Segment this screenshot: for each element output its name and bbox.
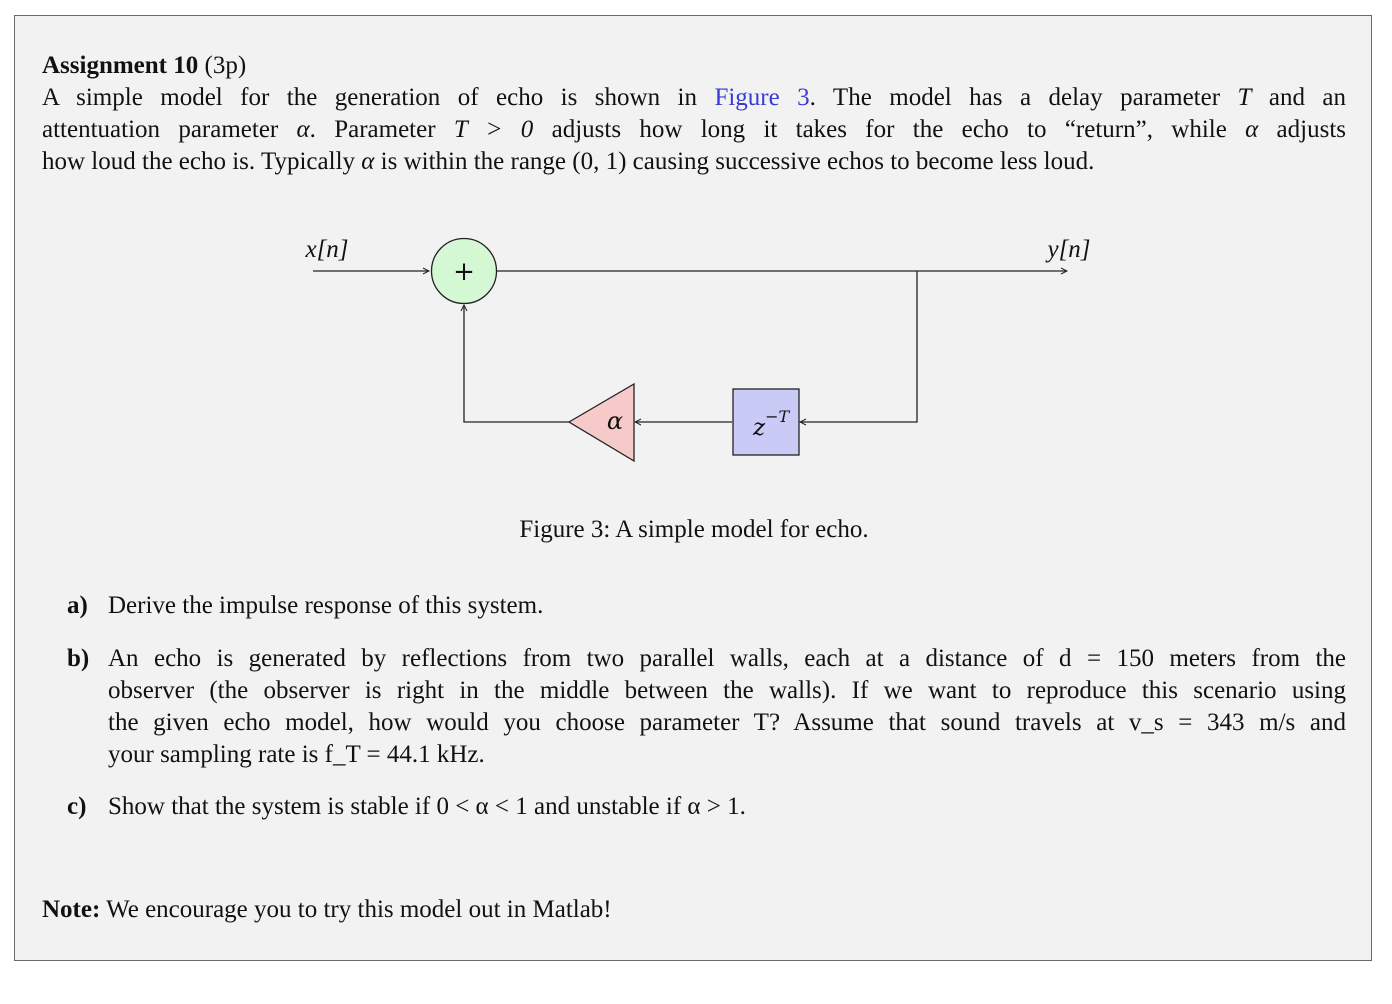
- intro-paragraph: [42, 82, 1346, 178]
- question-label: b): [67, 645, 90, 672]
- assignment-name: Assignment 10: [42, 52, 199, 79]
- output-label: y[n]: [1047, 236, 1091, 263]
- question-label: c): [67, 793, 87, 820]
- echo-block-diagram: [285, 221, 1135, 481]
- question-line: An echo is generated by reflections from two parallel walls, each at a distance of d = 150 meters from the: [108, 645, 1346, 672]
- gain-label: α: [606, 407, 624, 435]
- question-line: observer (the observer is right in the middle between the walls). If we want to reproduce this scenario using: [108, 677, 1346, 704]
- figure-caption: Figure 3: A simple model for echo.: [519, 516, 869, 543]
- gain-to-adder-line: [464, 305, 569, 422]
- question-line: the given echo model, how would you choose parameter T? Assume that sound travels at v_s = 343 m/s and: [108, 709, 1346, 736]
- question-label: a): [67, 592, 88, 619]
- figure-3-reference-link[interactable]: Figure 3: [714, 84, 810, 111]
- input-label: x[n]: [305, 236, 349, 263]
- question-line: your sampling rate is f_T = 44.1 kHz.: [108, 741, 485, 768]
- adder-symbol: +: [453, 257, 475, 287]
- note-label: Note:: [42, 896, 101, 923]
- question-line: Show that the system is stable if 0 < α < 1 and unstable if α > 1.: [108, 793, 746, 820]
- intro-line-3: how loud the echo is. Typically α is within the range (0, 1) causing successive echos to become less loud.: [42, 148, 1095, 175]
- assignment-points: (3p): [204, 52, 247, 79]
- intro-line-1: A simple model for the generation of echo is shown in Figure 3. The model has a delay parameter T and an: [42, 84, 1346, 111]
- question-line: Derive the impulse response of this system.: [108, 592, 544, 619]
- intro-line-2: attentuation parameter α. Parameter T > 0 adjusts how long it takes for the echo to “return”, while α adjusts: [42, 116, 1346, 143]
- note: [42, 894, 612, 926]
- assignment-box: [14, 15, 1372, 961]
- note-text: We encourage you to try this model out in Matlab!: [106, 896, 612, 923]
- gain-block: [569, 384, 634, 461]
- delay-exponent: −T: [765, 407, 790, 426]
- delay-label: $z^{-T}$: [753, 407, 790, 441]
- feedback-tap-line: [800, 271, 917, 422]
- assignment-title: [42, 50, 246, 82]
